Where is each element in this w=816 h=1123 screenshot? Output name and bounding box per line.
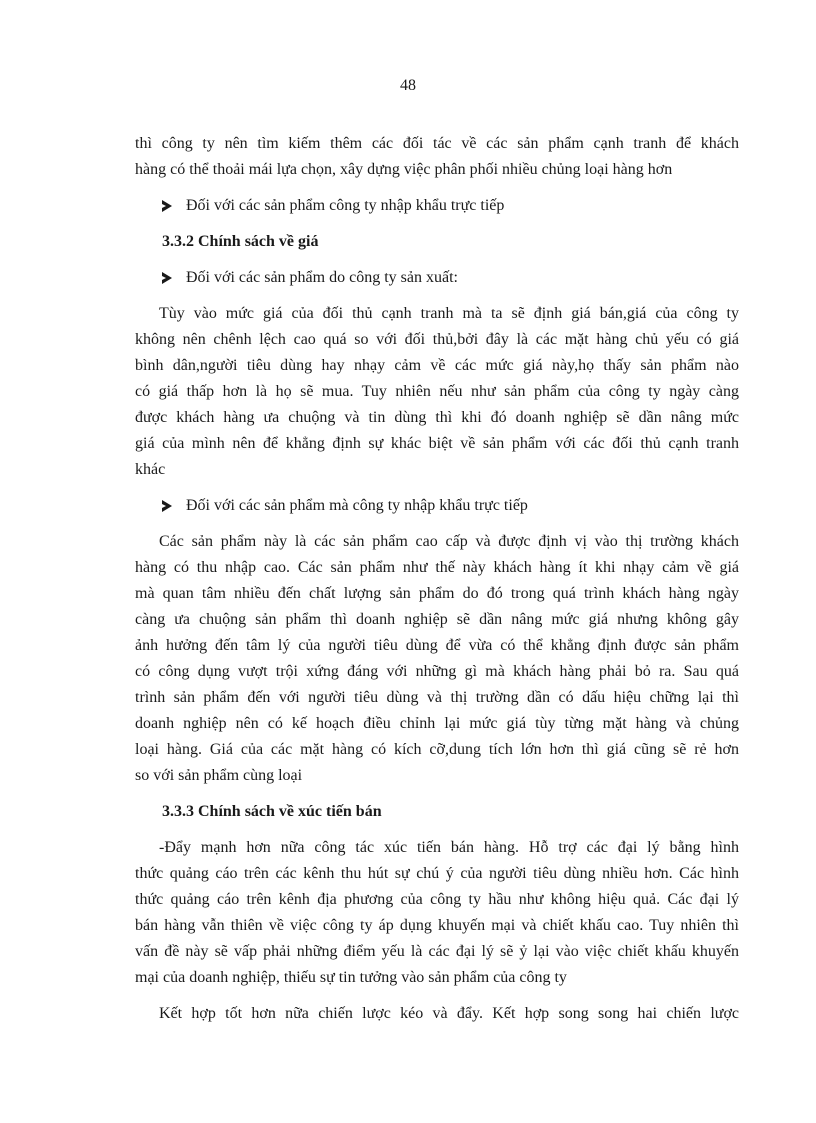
- bullet-item-1: [135, 193, 739, 219]
- paragraph-line: có công dụng vượt trội xứng đáng với những gì mà khách hàng phải bỏ ra. Sau quá: [135, 663, 739, 680]
- paragraph-line: thì công ty nên tìm kiếm thêm các đối tác về các sản phẩm cạnh tranh để khách: [135, 135, 739, 152]
- paragraph-line: vấn đề này sẽ vấp phải những điểm yếu là các đại lý sẽ ỷ lại vào việc chiết khấu khuyến: [135, 943, 739, 960]
- paragraph-line: có giá thấp hơn là họ sẽ mua. Tuy nhiên nếu như sản phẩm của công ty ngày càng: [135, 383, 739, 400]
- paragraph-4: [135, 835, 739, 991]
- paragraph-line: khác: [135, 461, 166, 478]
- arrow-bullet-icon: [162, 500, 172, 512]
- paragraph-line: Kết hợp tốt hơn nữa chiến lược kéo và đẩy. Kết hợp song song hai chiến lược: [159, 1005, 739, 1022]
- paragraph-line: được khách hàng ưa chuộng và tin dùng thì khi đó doanh nghiệp sẽ dần nâng mức: [135, 409, 739, 426]
- bullet-item-3: [135, 493, 739, 519]
- page-number: 48: [400, 77, 416, 94]
- paragraph-line: doanh nghiệp nên có kế hoạch điều chỉnh lại mức giá tùy từng mặt hàng và chủng: [135, 715, 739, 732]
- paragraph-line: Tùy vào mức giá của đối thủ cạnh tranh mà ta sẽ định giá bán,giá của công ty: [159, 305, 739, 322]
- paragraph-line: mại của doanh nghiệp, thiếu sự tin tưởng vào sản phẩm của công ty: [135, 969, 567, 986]
- paragraph-1: [135, 131, 739, 183]
- paragraph-line: trình sản phẩm đến với người tiêu dùng và thị trường dần có dấu hiệu chững lại thì: [135, 689, 739, 706]
- bullet-item-2: [135, 265, 739, 291]
- paragraph-line: Các sản phẩm này là các sản phẩm cao cấp và được định vị vào thị trường khách: [159, 533, 739, 550]
- paragraph-3: [135, 529, 739, 789]
- paragraph-line: loại hàng. Giá của các mặt hàng có kích cỡ,dung tích lớn hơn thì giá cũng sẽ rẻ hơn: [135, 741, 739, 758]
- paragraph-line: -Đẩy mạnh hơn nữa công tác xúc tiến bán hàng. Hỗ trợ các đại lý bằng hình: [159, 839, 739, 856]
- paragraph-line: bình dân,người tiêu dùng hay nhạy cảm về các mức giá này,họ thấy sản phẩm nào: [135, 357, 739, 374]
- bullet-text: Đối với các sản phẩm công ty nhập khẩu trực tiếp: [186, 197, 505, 214]
- paragraph-5: [135, 1001, 739, 1027]
- section-heading-3-3-3: 3.3.3 Chính sách về xúc tiến bán: [162, 803, 382, 820]
- paragraph-line: bán hàng vẫn thiên về việc công ty áp dụng khuyến mại và chiết khấu cao. Tuy nhiên thì: [135, 917, 739, 934]
- paragraph-line: không nên chênh lệch cao quá so với đối thủ,bởi đây là các mặt hàng chủ yếu có giá: [135, 331, 739, 348]
- paragraph-line: thức quảng cáo trên các kênh thu hút sự chú ý của người tiêu dùng nhiều hơn. Các hình: [135, 865, 739, 882]
- paragraph-line: so với sản phẩm cùng loại: [135, 767, 303, 784]
- document-body: [135, 131, 739, 1037]
- bullet-text: Đối với các sản phẩm do công ty sản xuất:: [186, 269, 458, 286]
- section-heading-3-3-2: 3.3.2 Chính sách về giá: [162, 233, 319, 250]
- paragraph-line: hàng có thể thoải mái lựa chọn, xây dựng việc phân phối nhiều chủng loại hàng hơn: [135, 161, 673, 178]
- paragraph-line: giá của mình nên để khẳng định sự khác biệt về sản phẩm với các đối thủ cạnh tranh: [135, 435, 739, 452]
- paragraph-line: hàng có thu nhập cao. Các sản phẩm như thế này khách hàng ít khi nhạy cảm về giá: [135, 559, 739, 576]
- bullet-text: Đối với các sản phẩm mà công ty nhập khẩu trực tiếp: [186, 497, 528, 514]
- paragraph-line: ảnh hưởng đến tâm lý của người tiêu dùng để vừa có thể khẳng định được sản phẩm: [135, 637, 739, 654]
- paragraph-line: càng ưa chuộng sản phẩm thì doanh nghiệp sẽ dần nâng mức giá nhưng không gây: [135, 611, 739, 628]
- paragraph-line: thức quảng cáo trên kênh địa phương của công ty hầu như không hiệu quả. Các đại lý: [135, 891, 739, 908]
- paragraph-2: [135, 301, 739, 483]
- paragraph-line: mà quan tâm nhiều đến chất lượng sản phẩm do đó trong quá trình khách hàng ngày: [135, 585, 739, 602]
- arrow-bullet-icon: [162, 200, 172, 212]
- arrow-bullet-icon: [162, 272, 172, 284]
